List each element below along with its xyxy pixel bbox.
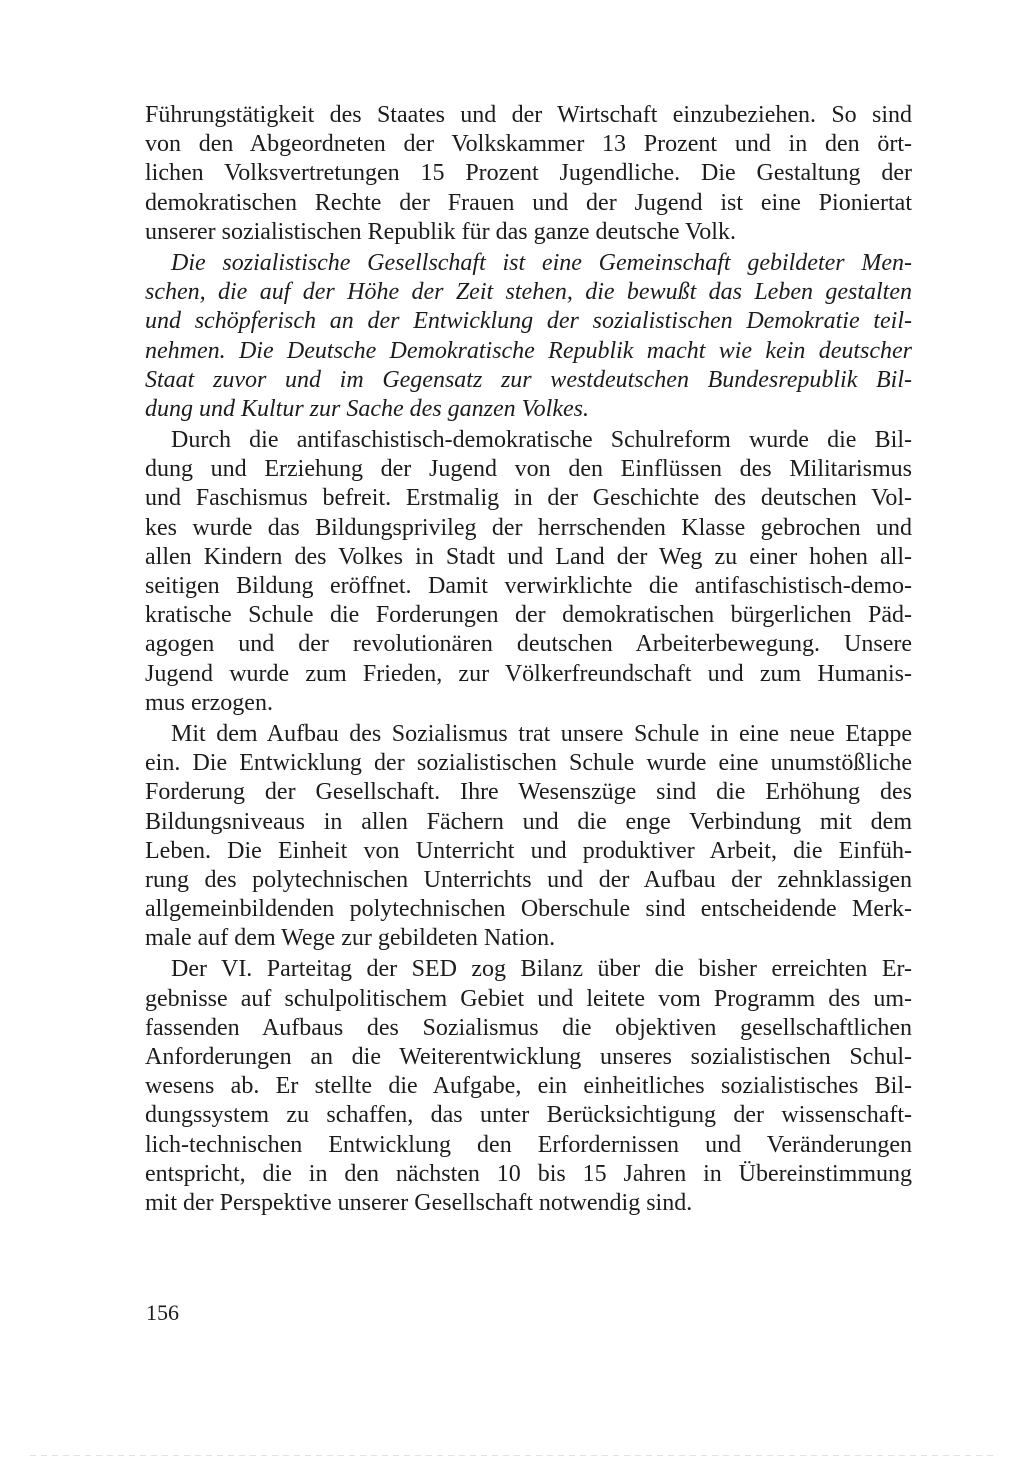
- text-line: Staat zuvor und im Gegensatz zur westdeutschen Bundesrepublik Bil-: [145, 366, 912, 393]
- text-line: dung und Kultur zur Sache des ganzen Volkes.: [145, 395, 589, 422]
- text-line: von den Abgeordneten der Volkskammer 13 Prozent und in den ört-: [145, 131, 912, 158]
- paragraph-3: [145, 426, 912, 718]
- text-line: entspricht, die in den nächsten 10 bis 15 Jahren in Übereinstimmung: [145, 1160, 912, 1187]
- text-line: lichen Volksvertretungen 15 Prozent Jugendliche. Die Gestaltung der: [145, 160, 912, 187]
- text-line: allen Kindern des Volkes in Stadt und Land der Weg zu einer hohen all-: [145, 543, 912, 570]
- text-line: Anforderungen an die Weiterentwicklung unseres sozialistischen Schul-: [145, 1044, 912, 1070]
- page-number: 156: [146, 1300, 179, 1325]
- text-line: male auf dem Wege zur gebildeten Nation.: [145, 925, 556, 952]
- text-line: und Faschismus befreit. Erstmalig in der Geschichte des deutschen Vol-: [145, 485, 912, 512]
- text-line: Durch die antifaschistisch-demokratische Schulreform wurde die Bil-: [171, 427, 912, 454]
- text-line: und schöpferisch an der Entwicklung der sozialistischen Demokratie teil-: [145, 308, 912, 335]
- text-line: seitigen Bildung eröffnet. Damit verwirklichte die antifaschistisch-demo-: [145, 573, 912, 599]
- text-line: allgemeinbildenden polytechnischen Oberschule sind entscheidende Merk-: [145, 896, 912, 923]
- text-line: kratische Schule die Forderungen der demokratischen bürgerlichen Päd-: [145, 602, 912, 629]
- paragraph-1: [145, 101, 912, 247]
- text-line: Jugend wurde zum Frieden, zur Völkerfreundschaft und zum Humanis-: [145, 660, 912, 687]
- text-line: lich-technischen Entwicklung den Erfordernissen und Veränderungen: [145, 1131, 912, 1158]
- text-line: kes wurde das Bildungsprivileg der herrschenden Klasse gebrochen und: [145, 514, 912, 541]
- text-line: mus erzogen.: [145, 689, 273, 716]
- text-line: schen, die auf der Höhe der Zeit stehen, die bewußt das Leben gestalten: [145, 279, 912, 306]
- text-line: fassenden Aufbaus des Sozialismus die objektiven gesellschaftlichen: [145, 1014, 912, 1041]
- text-line: Forderung der Gesellschaft. Ihre Wesenszüge sind die Erhöhung des: [145, 779, 912, 806]
- text-line: wesens ab. Er stellte die Aufgabe, ein einheitliches sozialistisches Bil-: [145, 1073, 912, 1100]
- body-text: [145, 101, 912, 1218]
- text-line: Leben. Die Einheit von Unterricht und produktiver Arbeit, die Einfüh-: [145, 837, 912, 864]
- text-line: rung des polytechnischen Unterrichts und der Aufbau der zehnklassigen: [145, 866, 912, 893]
- text-line: gebnisse auf schulpolitischem Gebiet und leitete vom Programm des um-: [145, 985, 912, 1012]
- text-line: unserer sozialistischen Republik für das ganze deutsche Volk.: [145, 218, 736, 245]
- text-line: agogen und der revolutionären deutschen Arbeiterbewegung. Unsere: [145, 631, 912, 658]
- text-line: dung und Erziehung der Jugend von den Einflüssen des Militarismus: [145, 456, 912, 483]
- scan-edge-divider: [30, 1455, 994, 1456]
- text-line: ein. Die Entwicklung der sozialistischen Schule wurde eine unumstößliche: [145, 750, 912, 777]
- text-line: Die sozialistische Gesellschaft ist eine Gemeinschaft gebildeter Men-: [171, 249, 912, 276]
- text-line: Führungstätigkeit des Staates und der Wirtschaft einzubeziehen. So sind: [145, 102, 912, 128]
- text-line: dungssystem zu schaffen, das unter Berücksichtigung der wissenschaft-: [145, 1102, 912, 1129]
- paragraph-2-italic: [145, 249, 912, 424]
- text-line: mit der Perspektive unserer Gesellschaft notwendig sind.: [145, 1189, 693, 1216]
- text-line: nehmen. Die Deutsche Demokratische Republik macht wie kein deutscher: [145, 337, 912, 364]
- text-line: Mit dem Aufbau des Sozialismus trat unsere Schule in eine neue Etappe: [171, 720, 912, 747]
- text-line: demokratischen Rechte der Frauen und der Jugend ist eine Pioniertat: [145, 189, 912, 216]
- text-line: Der VI. Parteitag der SED zog Bilanz über die bisher erreichten Er-: [171, 956, 912, 983]
- text-line: Bildungsniveaus in allen Fächern und die enge Verbindung mit dem: [145, 808, 912, 835]
- paragraph-4: [145, 720, 912, 954]
- paragraph-5: [145, 955, 912, 1218]
